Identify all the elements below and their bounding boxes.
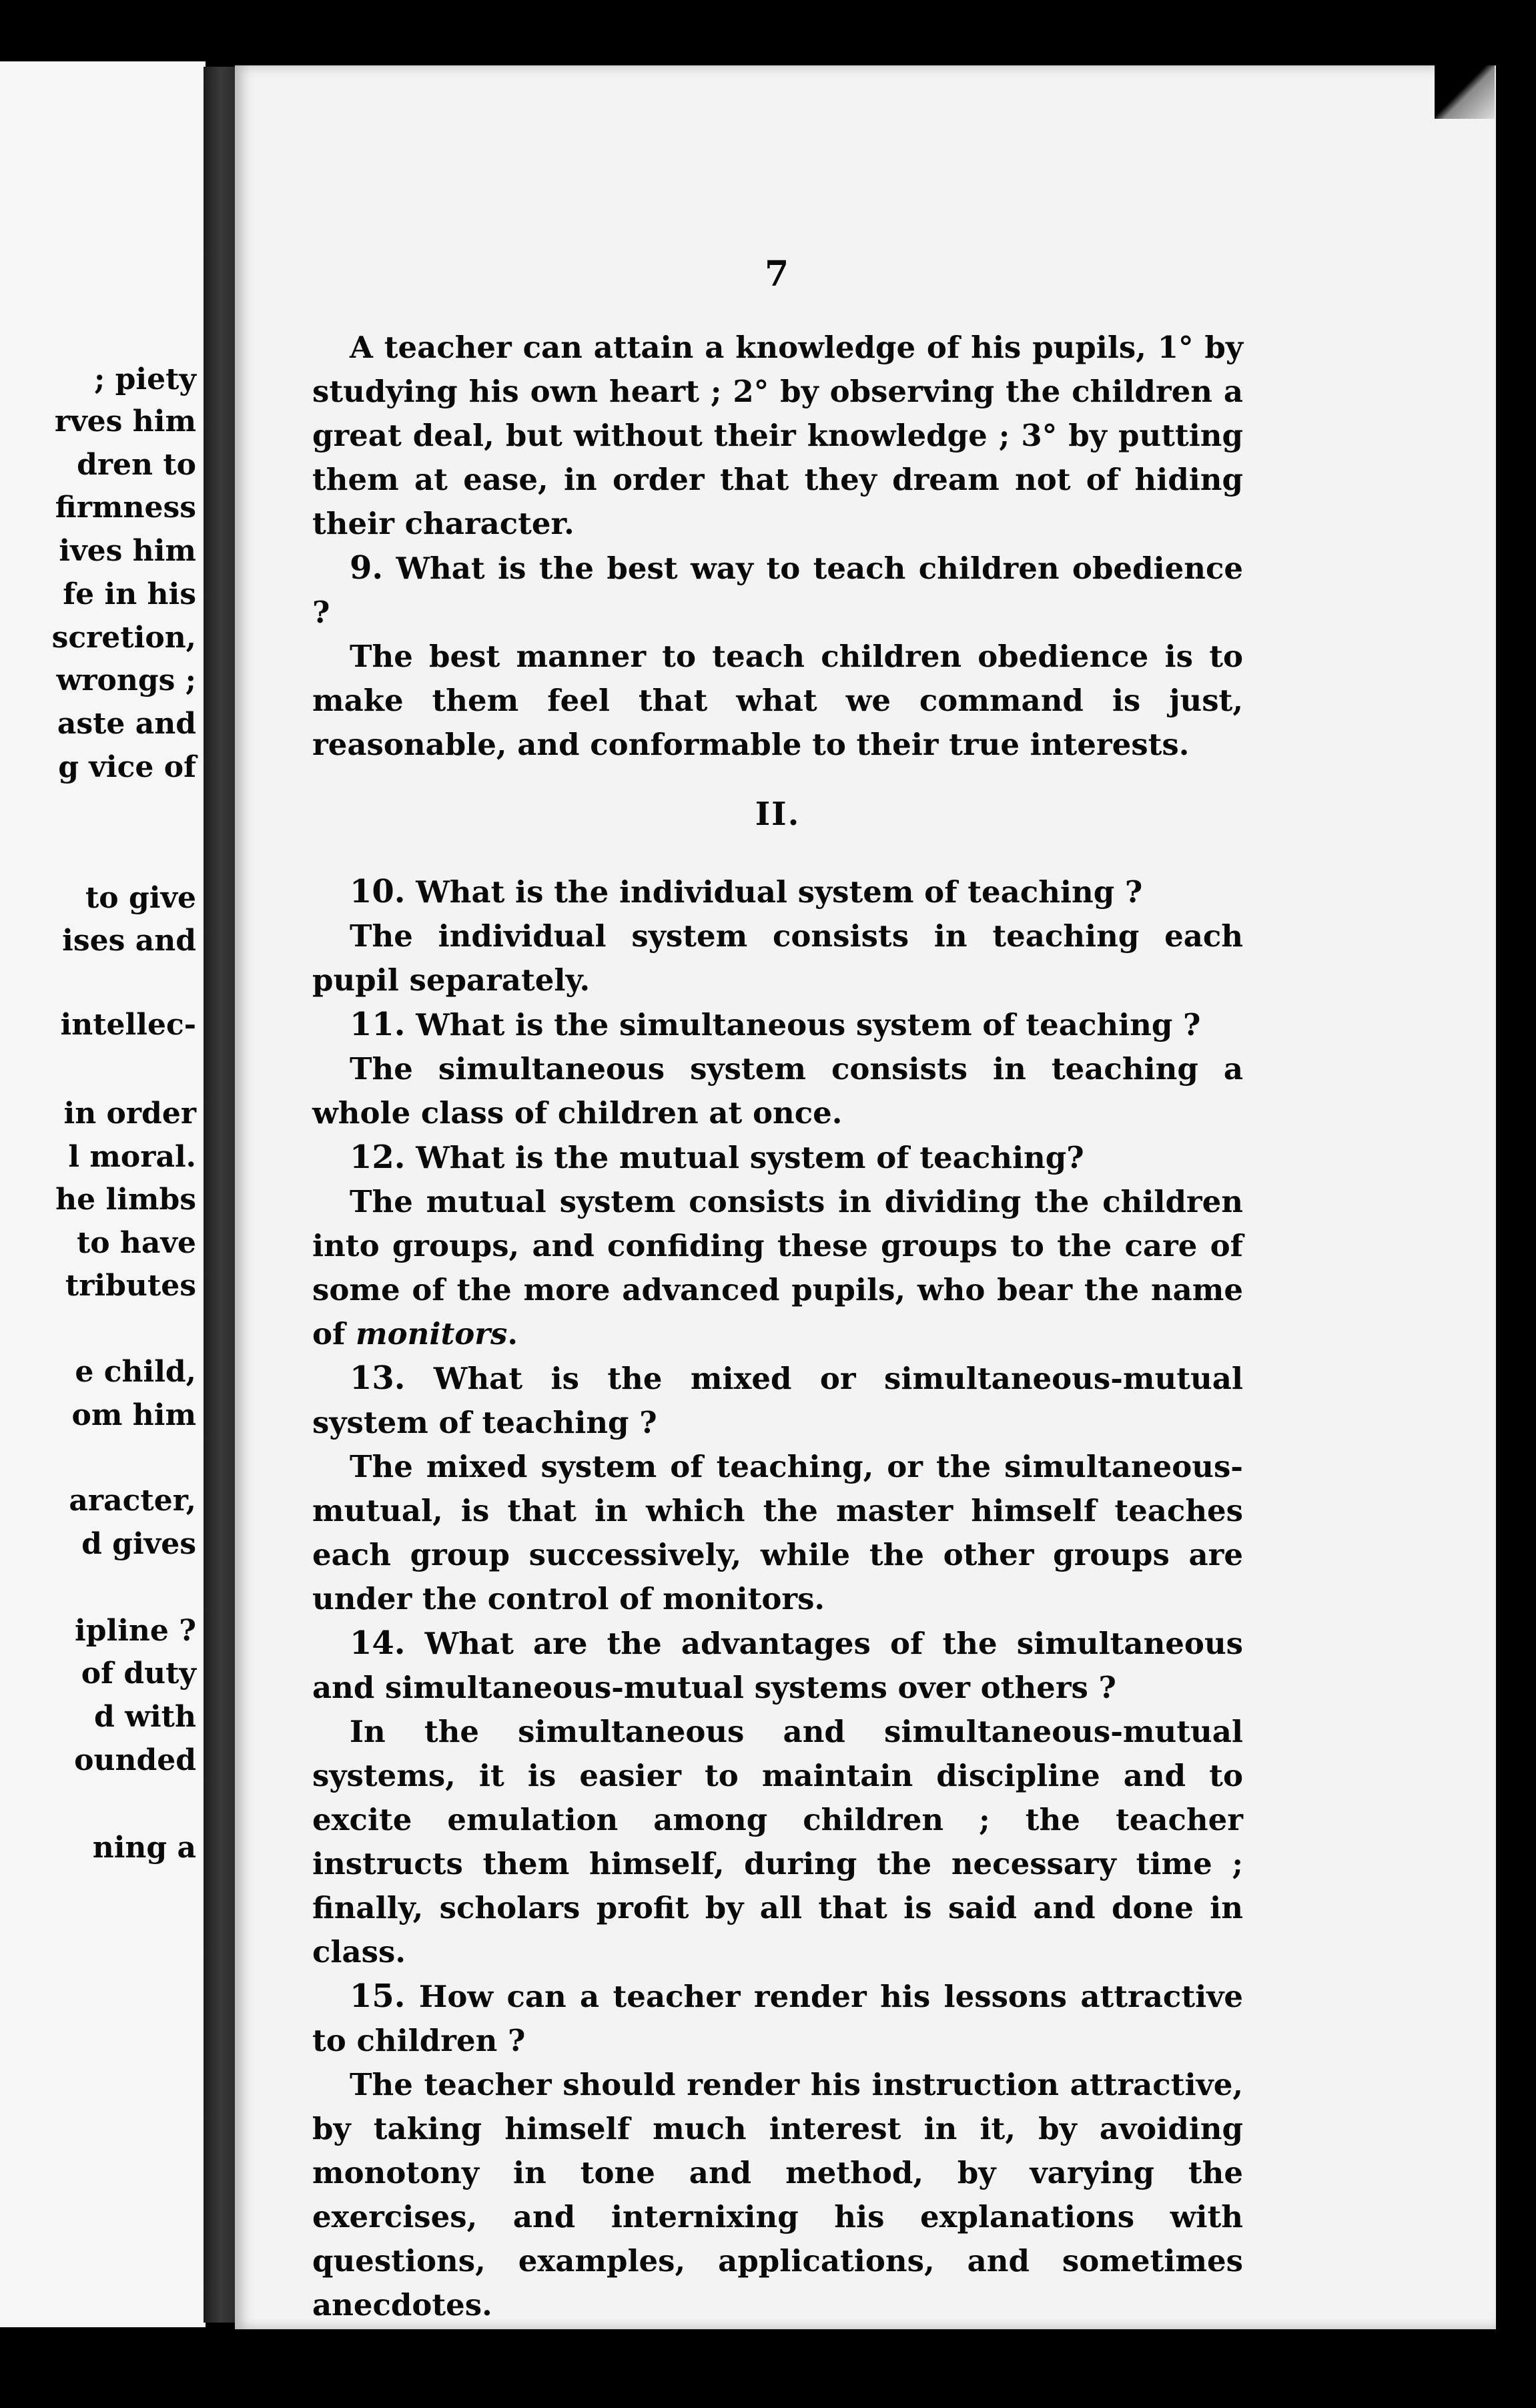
page-corner-curl xyxy=(1435,65,1495,119)
left-page-line: tributes xyxy=(65,1269,196,1303)
left-page-line: e child, xyxy=(75,1355,196,1389)
answer-emphasis: monitors xyxy=(356,1316,508,1351)
left-page-line: dren to xyxy=(77,448,196,482)
question-13 xyxy=(312,1356,1243,1445)
left-page-line: l moral. xyxy=(68,1140,196,1174)
question-number: 15. xyxy=(350,1978,406,2015)
question-9 xyxy=(312,546,1243,635)
left-page-line: d gives xyxy=(81,1527,196,1561)
question-text: What are the advantages of the simultaneous and simultaneous-mutual systems over others ? xyxy=(312,1626,1243,1705)
answer-10: The individual system consists in teaching each pupil separately. xyxy=(312,918,1243,998)
left-page-line: to give xyxy=(85,881,196,915)
answer-9: The best manner to teach children obedience is to make them feel that what we command is just, reasonable, and conformable to their true interests. xyxy=(312,639,1243,762)
question-text: What is the simultaneous system of teaching ? xyxy=(416,1007,1201,1042)
left-page-line: ounded xyxy=(74,1743,196,1777)
left-page-line: scretion, xyxy=(51,621,196,655)
left-page-line: aste and xyxy=(57,707,196,741)
question-text: What is the mixed or simultaneous-mutual system of teaching ? xyxy=(312,1361,1243,1440)
answer-12 xyxy=(312,1180,1243,1356)
answer-13: The mixed system of teaching, or the simultaneous-mutual, is that in which the master himself teaches each group successively, while the other groups are under the control of monitors. xyxy=(312,1449,1243,1616)
question-10 xyxy=(312,870,1243,914)
left-page-line: rves him xyxy=(54,404,196,438)
question-number: 10. xyxy=(350,873,406,910)
left-page-line: d with xyxy=(94,1700,196,1734)
left-page-line: of duty xyxy=(81,1657,196,1691)
question-14 xyxy=(312,1621,1243,1710)
answer-11: The simultaneous system consists in teaching a whole class of children at once. xyxy=(312,1051,1243,1131)
question-12 xyxy=(312,1135,1243,1180)
question-number: 13. xyxy=(350,1360,406,1397)
left-page-line: ives him xyxy=(59,534,196,568)
intro-paragraph: A teacher can attain a knowledge of his pupils, 1° by studying his own heart ; 2° by observing the children a great deal, but without their knowledge ; 3° by putting them at ease, in order that they dream not of hiding their character. xyxy=(312,330,1243,541)
question-number: 14. xyxy=(350,1624,406,1662)
left-page-line: in order xyxy=(63,1097,196,1131)
left-page-line: ning a xyxy=(92,1831,196,1865)
left-page-line: intellec- xyxy=(60,1008,196,1042)
question-11 xyxy=(312,1002,1243,1047)
page-body xyxy=(312,326,1243,2327)
answer-14: In the simultaneous and simultaneous-mutual systems, it is easier to maintain discipline and to excite emulation among children ; the teacher instructs them himself, during the necessary time ; finally, scholars profit by all that is said and done in class. xyxy=(312,1714,1243,1970)
left-page-line: g vice of xyxy=(58,750,196,784)
answer-text: The mutual system consists in dividing the children into groups, and confiding these groups to the care of some of the more advanced pupils, who bear the name of xyxy=(312,1184,1243,1351)
question-text: How can a teacher render his lessons attractive to children ? xyxy=(312,1979,1243,2058)
section-heading: II. xyxy=(755,796,801,833)
left-page-line: wrongs ; xyxy=(56,663,196,697)
question-15 xyxy=(312,1974,1243,2063)
left-page-line: fe in his xyxy=(63,577,196,611)
question-text: What is the mutual system of teaching? xyxy=(416,1140,1084,1175)
left-facing-page xyxy=(0,61,206,2327)
left-page-line: ises and xyxy=(62,924,196,958)
answer-punctuation: . xyxy=(507,1316,518,1351)
question-number: 11. xyxy=(350,1006,406,1043)
left-page-line: firmness xyxy=(55,491,196,525)
left-page-line: to have xyxy=(76,1226,196,1260)
left-page-line: ipline ? xyxy=(75,1614,196,1648)
question-text: What is the best way to teach children obedience ? xyxy=(312,551,1243,630)
answer-15: The teacher should render his instruction attractive, by taking himself much interest in it, by avoiding monotony in tone and method, by varying the exercises, and internixing his explanations with questions, examples, applications, and sometimes anecdotes. xyxy=(312,2067,1243,2323)
page-number: 7 xyxy=(765,254,789,294)
question-number: 9. xyxy=(350,549,384,587)
question-number: 12. xyxy=(350,1139,406,1176)
left-page-line: aracter, xyxy=(69,1484,196,1518)
left-page-line: he limbs xyxy=(55,1183,196,1217)
left-page-line: om him xyxy=(71,1398,196,1432)
left-page-line: ; piety xyxy=(94,362,196,396)
question-text: What is the individual system of teaching ? xyxy=(416,874,1143,910)
